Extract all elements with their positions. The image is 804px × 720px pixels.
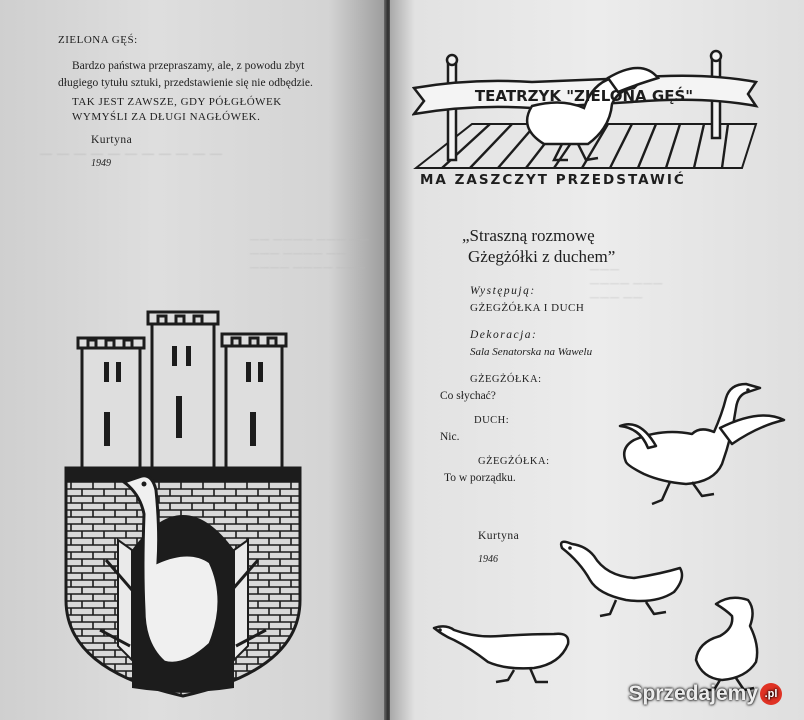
- watermark-badge: .pl: [760, 683, 782, 705]
- theatre-banner-illustration: [412, 48, 762, 182]
- goose-figure: [561, 542, 682, 601]
- dialogue-line: To w porządku.: [444, 472, 516, 484]
- dialogue-line: Nic.: [440, 431, 460, 443]
- watermark-logo: [628, 682, 782, 706]
- coat-of-arms-illustration: [60, 300, 310, 700]
- cast-label: Występują:: [470, 285, 536, 297]
- set-description: Sala Senatorska na Wawelu: [470, 346, 593, 358]
- curtain-label: Kurtyna: [91, 134, 133, 146]
- goose-figure: [696, 598, 757, 680]
- set-label: Dekoracja:: [470, 329, 538, 341]
- dialogue-speaker: DUCH:: [474, 415, 510, 426]
- play-title-line2: Gżegżółki z duchem”: [468, 247, 616, 266]
- watermark-text: Sprzedajemy: [628, 682, 758, 705]
- cast-names: GŻEGŻÓŁKA I DUCH: [470, 302, 585, 314]
- bleed-through-text: —— ———— ——— —— ——— ———— —— ———— ———— ———: [250, 234, 370, 272]
- right-page: [390, 0, 804, 720]
- verse-line: TAK JEST ZAWSZE, GDY PÓŁGŁÓWEK: [72, 96, 282, 108]
- play-title-line1: „Straszną rozmowę: [462, 226, 595, 245]
- dialogue-line: Co słychać?: [440, 390, 496, 402]
- dialogue-speaker: GŻEGŻÓŁKA:: [470, 374, 542, 385]
- year-label: 1946: [478, 554, 498, 565]
- speaker-label: ZIELONA GĘŚ:: [58, 34, 138, 46]
- dialogue-line: długiego tytułu sztuki, przedstawienie się nie odbędzie.: [58, 77, 313, 89]
- dialogue-speaker: GŻEGŻÓŁKA:: [478, 456, 550, 467]
- bleed-through-text: ——— ———— ——— ——— ——: [590, 264, 664, 302]
- curtain-label: Kurtyna: [478, 530, 520, 542]
- presents-line: MA ZASZCZYT PRZEDSTAWIĆ: [420, 172, 686, 188]
- banner-title: TEATRZYK "ZIELONA GĘŚ": [474, 87, 694, 105]
- left-page: [0, 0, 386, 720]
- year-label: 1949: [91, 158, 111, 169]
- bleed-through-text: — — — — — — — — — — —: [40, 146, 223, 160]
- verse-line: WYMYŚLI ZA DŁUGI NAGŁÓWEK.: [72, 111, 261, 123]
- goose-figure: [434, 626, 568, 668]
- geese-illustration: [430, 378, 804, 720]
- dialogue-line: Bardzo państwa przepraszamy, ale, z powodu zbyt: [72, 60, 305, 72]
